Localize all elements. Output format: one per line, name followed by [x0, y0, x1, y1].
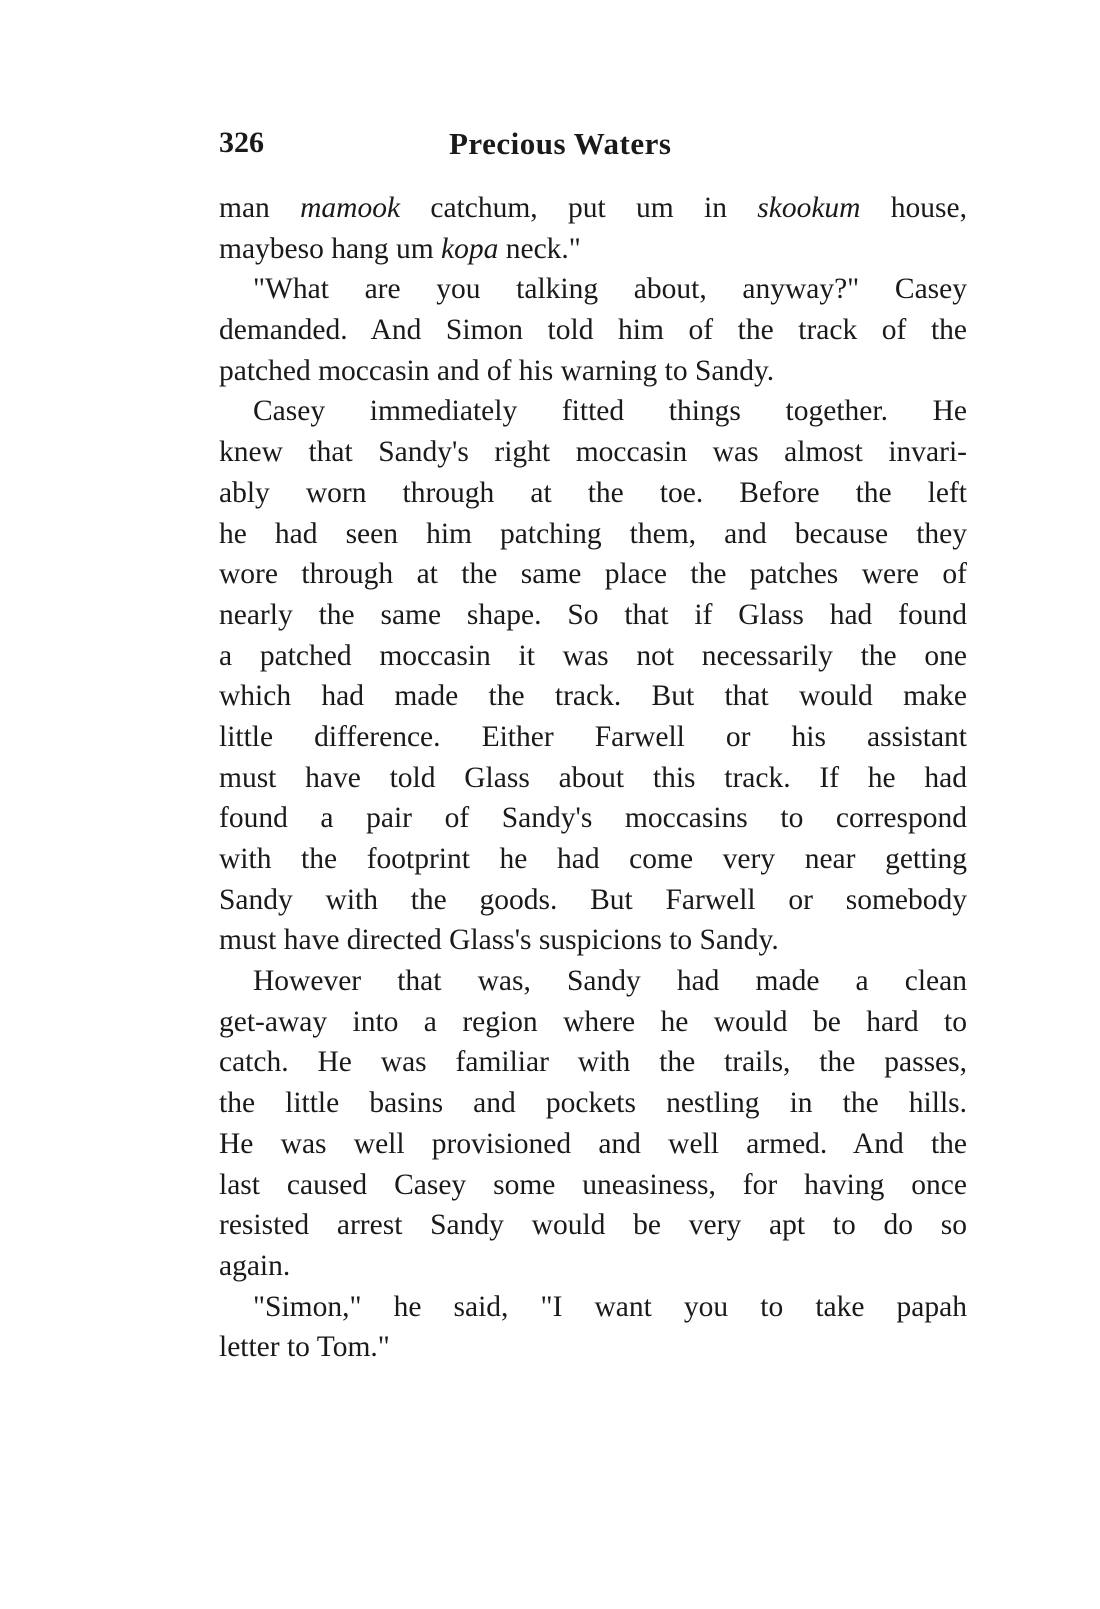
page-number: 326 [219, 126, 264, 159]
text-line: nearly the same shape. So that if Glass had found [219, 598, 967, 631]
text-line: demanded. And Simon told him of the track of the [219, 314, 967, 347]
text-line: get-away into a region where he would be hard to [219, 1005, 967, 1038]
text-line: Casey immediately fitted things together. He [253, 395, 967, 428]
text-line: maybeso hang um kopa neck." [219, 232, 581, 265]
text-line: "What are you talking about, anyway?" Casey [253, 273, 967, 306]
text-line: wore through at the same place the patches were of [219, 558, 967, 591]
text-line: a patched moccasin it was not necessarily the one [219, 639, 967, 672]
text-line: with the footprint he had come very near getting [219, 843, 967, 875]
text-line: catch. He was familiar with the trails, the passes, [219, 1046, 967, 1079]
running-header [219, 126, 969, 170]
text-line: which had made the track. But that would make [219, 680, 967, 713]
text-line: the little basins and pockets nestling in the hills. [219, 1087, 967, 1120]
text-line: must have directed Glass's suspicions to Sandy. [219, 924, 779, 957]
text-line: patched moccasin and of his warning to Sandy. [219, 354, 775, 387]
text-line: resisted arrest Sandy would be very apt to do so [219, 1209, 967, 1242]
text-line: knew that Sandy's right moccasin was almost invari- [219, 436, 967, 469]
text-line: must have told Glass about this track. If he had [219, 761, 967, 794]
text-line: ably worn through at the toe. Before the left [219, 476, 967, 509]
body-text [219, 188, 967, 1368]
text-line: man mamook catchum, put um in skookum house, [219, 192, 967, 224]
text-line: "Simon," he said, "I want you to take papah [253, 1290, 967, 1323]
text-line: again. [219, 1249, 291, 1282]
running-title: Precious Waters [449, 126, 672, 161]
text-line: found a pair of Sandy's moccasins to correspond [219, 802, 967, 835]
text-line: However that was, Sandy had made a clean [253, 965, 967, 998]
italic-word: kopa [441, 232, 499, 265]
text-line: letter to Tom." [219, 1331, 390, 1364]
text-line: he had seen him patching them, and because they [219, 517, 967, 550]
text-line: last caused Casey some uneasiness, for having once [219, 1168, 967, 1201]
text-line: Sandy with the goods. But Farwell or somebody [219, 883, 967, 916]
italic-word: skookum [757, 192, 861, 224]
italic-word: mamook [300, 192, 401, 224]
text-line: He was well provisioned and well armed. And the [219, 1127, 967, 1160]
text-line: little difference. Either Farwell or his assistant [219, 720, 967, 753]
